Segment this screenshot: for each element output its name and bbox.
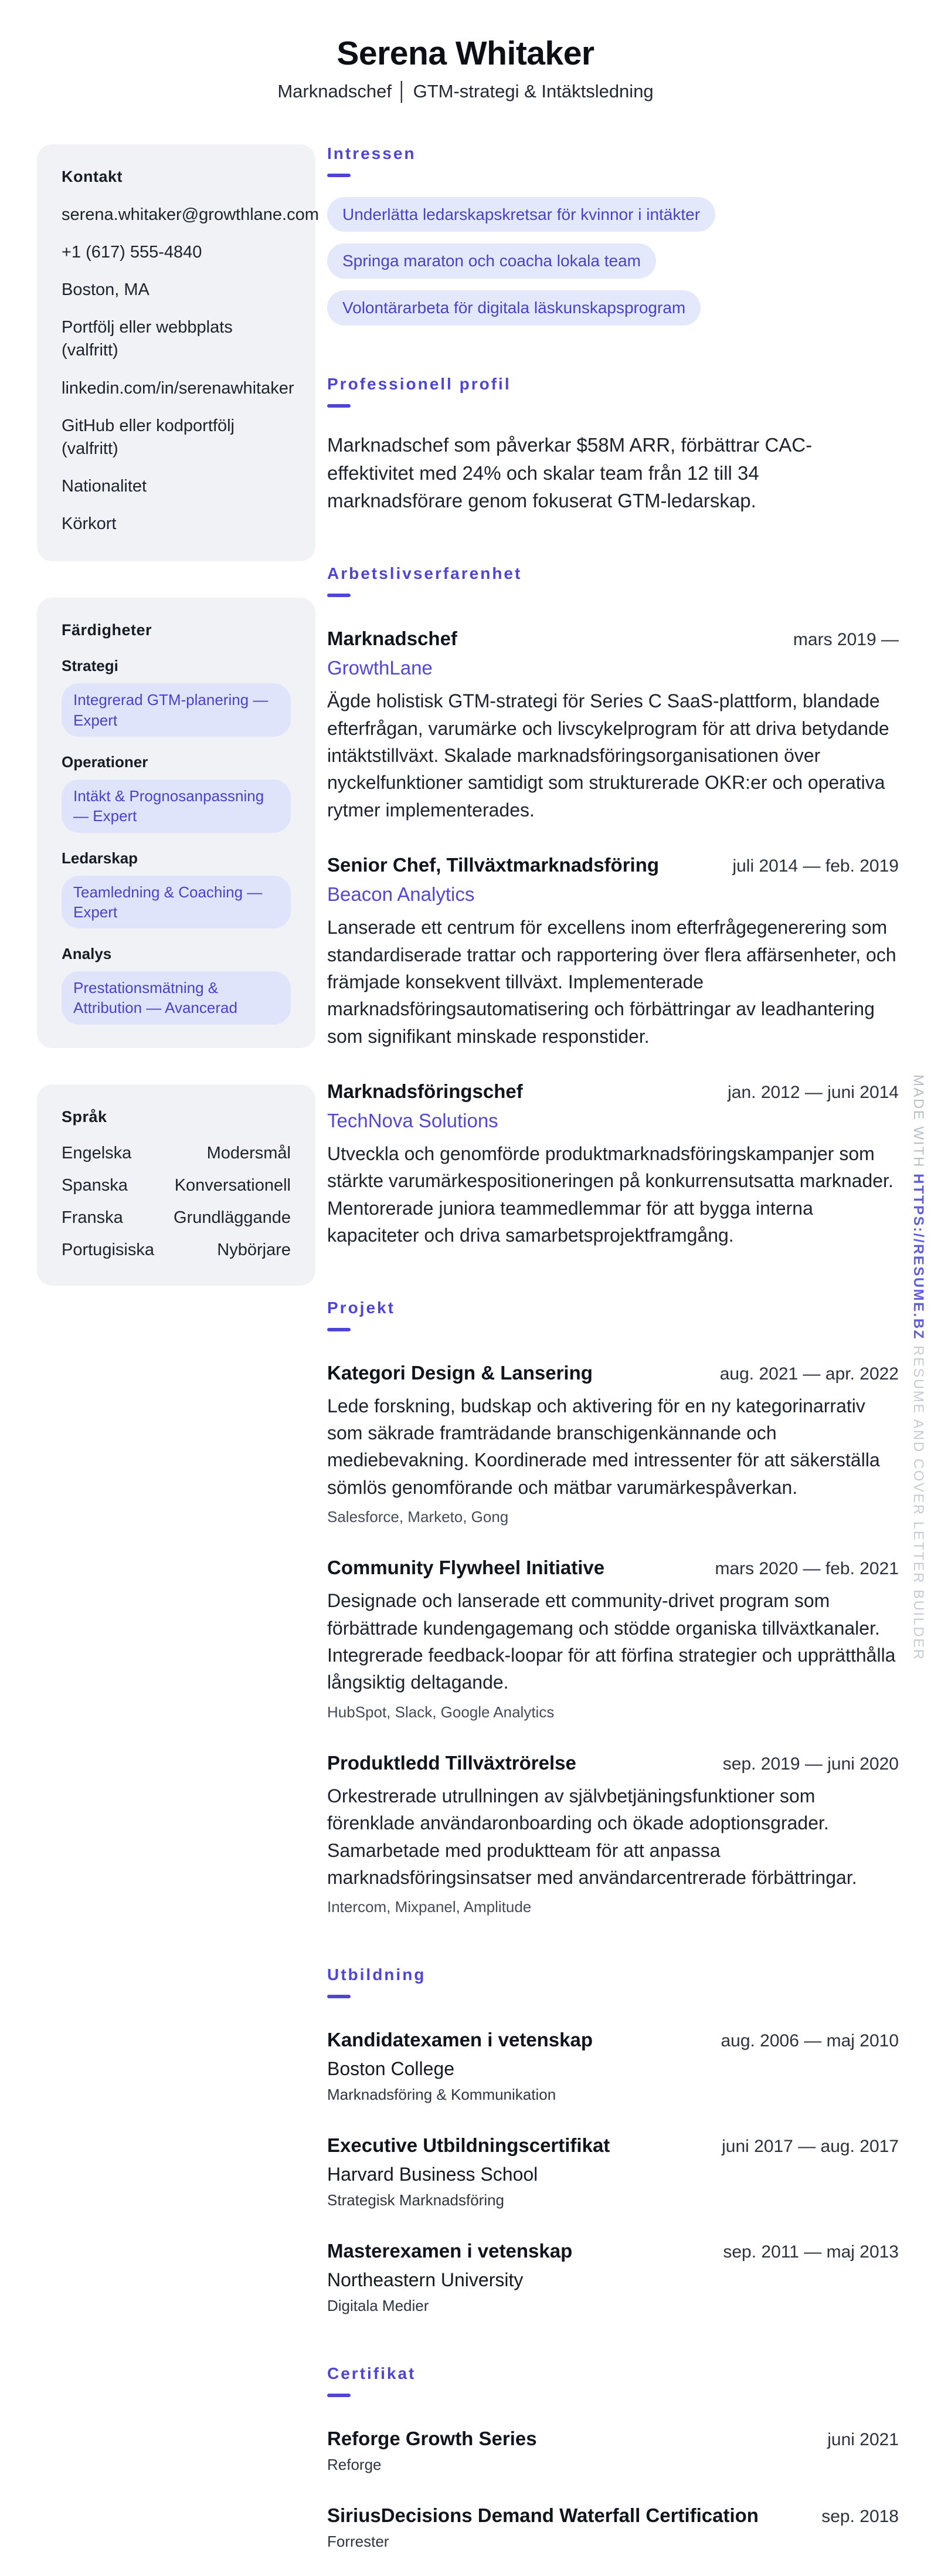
certificate-issuer: Reforge bbox=[327, 2456, 382, 2474]
watermark-resume-bz-link[interactable]: HTTPS://RESUME.BZ bbox=[910, 1174, 926, 1340]
project-entry-head bbox=[327, 1557, 899, 1579]
company-link[interactable]: GrowthLane bbox=[327, 657, 433, 679]
project-entry bbox=[327, 1362, 899, 1527]
job-date-range: juli 2014 — feb. 2019 bbox=[732, 856, 899, 876]
field-of-study: Marknadsföring & Kommunikation bbox=[327, 2086, 556, 2104]
project-title: Community Flywheel Initiative bbox=[327, 1557, 605, 1579]
education-entry-head bbox=[327, 2029, 899, 2051]
job-entry bbox=[327, 1080, 899, 1249]
certificate-entry-head bbox=[327, 2428, 899, 2450]
school-name: Boston College bbox=[327, 2058, 455, 2080]
job-title: Senior Chef, Tillväxtmarknadsföring bbox=[327, 854, 660, 876]
education-entry bbox=[327, 2029, 899, 2104]
section-projects bbox=[327, 1299, 899, 1917]
section-title-underline bbox=[327, 2394, 351, 2397]
interest-pill: Springa maraton och coacha lokala team bbox=[327, 243, 656, 279]
section-title-underline bbox=[327, 594, 351, 597]
contact-linkedin: linkedin.com/in/serenawhitaker bbox=[62, 378, 294, 398]
skill-pill: Prestationsmätning & Attribution — Avancerad bbox=[62, 971, 291, 1025]
language-row bbox=[62, 1176, 291, 1195]
job-entry-head bbox=[327, 854, 899, 876]
section-title-underline bbox=[327, 174, 351, 177]
languages-card bbox=[37, 1084, 315, 1286]
education-date-range: juni 2017 — aug. 2017 bbox=[722, 2137, 899, 2157]
skill-pill: Intäkt & Prognosanpassning — Expert bbox=[62, 779, 291, 833]
project-tools: HubSpot, Slack, Google Analytics bbox=[327, 1703, 555, 1721]
project-date-range: mars 2020 — feb. 2021 bbox=[715, 1559, 899, 1579]
skills-title: Färdigheter bbox=[62, 621, 152, 639]
contact-title: Kontakt bbox=[62, 167, 123, 185]
field-of-study: Digitala Medier bbox=[327, 2297, 429, 2315]
certificates-title: Certifikat bbox=[327, 2364, 416, 2383]
skill-group-label: Analys bbox=[62, 945, 112, 963]
project-entry bbox=[327, 1557, 899, 1721]
certificate-entry-head bbox=[327, 2504, 899, 2527]
skills-card bbox=[37, 598, 315, 1048]
section-certificates bbox=[327, 2364, 899, 2551]
certificate-name: Reforge Growth Series bbox=[327, 2428, 537, 2450]
job-title: Marknadsföringschef bbox=[327, 1080, 523, 1103]
field-of-study: Strategisk Marknadsföring bbox=[327, 2191, 505, 2209]
job-description: Utveckla och genomförde produktmarknadsföringskampanjer som stärkte varumärkespositioneringen på konkurrensutsatta marknader. Mentorerade juniora teammedlemmar för att bygga interna kapaciteter och driva samarbetsprojektframgång. bbox=[327, 1143, 893, 1246]
interest-pill: Volontärarbeta för digitala läskunskapsprogram bbox=[327, 290, 701, 326]
job-description: Ägde holistisk GTM-strategi för Series C SaaS-plattform, blandade efterfrågan, varumärke och livscykelprogram för att driva betydande intäktstillväxt. Skalade marknadsföringsorganisationen över nyckelfunktioner samtidigt som strukturerade OKR:er och operativa rytmer implementerades. bbox=[327, 690, 889, 821]
education-entry bbox=[327, 2240, 899, 2315]
education-title: Utbildning bbox=[327, 1965, 426, 1984]
interest-pill: Underlätta ledarskapskretsar för kvinnor i intäkter bbox=[327, 197, 715, 232]
project-title: Produktledd Tillväxtrörelse bbox=[327, 1751, 576, 1774]
certificate-date: juni 2021 bbox=[827, 2430, 899, 2450]
language-name: Engelska bbox=[62, 1143, 132, 1162]
project-date-range: sep. 2019 — juni 2020 bbox=[722, 1754, 899, 1774]
language-name: Portugisiska bbox=[62, 1240, 154, 1259]
contact-email: serena.whitaker@growthlane.com bbox=[62, 205, 319, 224]
language-level: Konversationell bbox=[174, 1175, 291, 1195]
degree-title: Executive Utbildningscertifikat bbox=[327, 2134, 610, 2157]
project-title: Kategori Design & Lansering bbox=[327, 1361, 593, 1384]
project-tools: Salesforce, Marketo, Gong bbox=[327, 1508, 509, 1526]
degree-title: Kandidatexamen i vetenskap bbox=[327, 2029, 593, 2051]
language-row bbox=[62, 1208, 291, 1228]
language-level: Modersmål bbox=[206, 1143, 291, 1162]
language-level: Grundläggande bbox=[174, 1208, 291, 1227]
section-title-underline bbox=[327, 1328, 351, 1331]
candidate-name: Serena Whitaker bbox=[337, 35, 594, 72]
interests-title: Intressen bbox=[327, 144, 416, 162]
certificate-date: sep. 2018 bbox=[821, 2507, 899, 2527]
language-name: Spanska bbox=[62, 1175, 128, 1195]
language-row bbox=[62, 1240, 291, 1260]
certificate-entry bbox=[327, 2428, 899, 2474]
degree-title: Masterexamen i vetenskap bbox=[327, 2240, 573, 2262]
education-date-range: sep. 2011 — maj 2013 bbox=[723, 2242, 899, 2262]
project-entry bbox=[327, 1752, 899, 1917]
education-entry-head bbox=[327, 2240, 899, 2262]
education-entry bbox=[327, 2134, 899, 2209]
projects-title: Projekt bbox=[327, 1298, 395, 1317]
profile-summary: Marknadschef som påverkar $58M ARR, förbättrar CAC-effektivitet med 24% och skalar team från 12 till 34 marknadsförare genom fokuserat GTM-ledarskap. bbox=[327, 433, 813, 512]
job-date-range: jan. 2012 — juni 2014 bbox=[728, 1083, 899, 1103]
language-name: Franska bbox=[62, 1208, 123, 1227]
section-title-underline bbox=[327, 404, 351, 408]
watermark bbox=[910, 1075, 926, 1661]
job-entry-head bbox=[327, 1080, 899, 1103]
experience-title: Arbetslivserfarenhet bbox=[327, 564, 522, 583]
certificate-issuer: Forrester bbox=[327, 2533, 389, 2551]
main-column bbox=[327, 144, 899, 2576]
two-column-layout bbox=[0, 144, 931, 2576]
education-date-range: aug. 2006 — maj 2010 bbox=[721, 2031, 899, 2051]
company-link[interactable]: TechNova Solutions bbox=[327, 1110, 498, 1132]
skill-pill: Teamledning & Coaching — Expert bbox=[62, 876, 291, 929]
contact-drivers-license: Körkort bbox=[62, 514, 117, 534]
section-profile bbox=[327, 375, 899, 516]
job-entry bbox=[327, 854, 899, 1050]
job-date-range: mars 2019 — bbox=[793, 630, 899, 650]
profile-title: Professionell profil bbox=[327, 374, 511, 393]
project-description: Orkestrerade utrullningen av självbetjäningsfunktioner som förenklade användaronboarding och ökade adoptionsgrader. Samarbetade med produktteam för att anpassa marknadsföringsinsatser med användarcentrerade förbättringar. bbox=[327, 1785, 857, 1888]
contact-portfolio: Portfölj eller webbplats (valfritt) bbox=[62, 318, 233, 360]
language-row bbox=[62, 1144, 291, 1163]
section-interests bbox=[327, 144, 899, 326]
contact-location: Boston, MA bbox=[62, 280, 149, 300]
certificate-entry bbox=[327, 2504, 899, 2551]
contact-github: GitHub eller kodportfölj (valfritt) bbox=[62, 416, 235, 458]
watermark-builder-text: RESUME AND COVER LETTER BUILDER bbox=[910, 1345, 926, 1661]
education-entry-head bbox=[327, 2134, 899, 2157]
project-date-range: aug. 2021 — apr. 2022 bbox=[719, 1364, 899, 1384]
certificate-name: SiriusDecisions Demand Waterfall Certification bbox=[327, 2504, 759, 2527]
languages-title: Språk bbox=[62, 1107, 107, 1126]
job-entry bbox=[327, 628, 899, 823]
watermark-made-with: MADE WITH bbox=[910, 1075, 926, 1168]
skill-group-label: Operationer bbox=[62, 753, 148, 771]
section-education bbox=[327, 1965, 899, 2315]
language-level: Nybörjare bbox=[217, 1240, 291, 1259]
job-title: Marknadschef bbox=[327, 628, 457, 650]
page-header bbox=[0, 0, 931, 102]
school-name: Harvard Business School bbox=[327, 2164, 538, 2185]
project-description: Lede forskning, budskap och aktivering för en ny kategorinarrativ som säkrade framträdande branschigenkännande och mediebevakning. Koordinerade med intressenter för att säkerställa sömlös genomförande och mätbar varumärkespåverkan. bbox=[327, 1395, 880, 1498]
skill-pill: Integrerad GTM-planering — Expert bbox=[62, 683, 291, 737]
interest-pill-list bbox=[327, 197, 899, 326]
project-description: Designade och lanserade ett community-drivet program som förbättrade kundengagemang och stödde organiska tillväxtkanaler. Integrerade feedback-loopar för att förfina strategier och upprätthålla långsiktig deltagande. bbox=[327, 1590, 896, 1693]
job-entry-head bbox=[327, 628, 899, 650]
section-title-underline bbox=[327, 1995, 351, 1998]
job-description: Lanserade ett centrum för excellens inom efterfrågegenerering som standardiserade trattar och rapportering över flera affärsenheter, och främjade konsekvent tillväxt. Implementerade marknadsföringsautomatisering och förbättringar av leadhantering som signifikant minskade responstider. bbox=[327, 917, 896, 1047]
candidate-headline: Marknadschef │ GTM-strategi & Intäktsledning bbox=[277, 80, 654, 101]
sidebar bbox=[37, 144, 319, 1322]
skill-group-label: Strategi bbox=[62, 657, 118, 675]
skill-group-label: Ledarskap bbox=[62, 849, 138, 867]
school-name: Northeastern University bbox=[327, 2269, 524, 2291]
project-tools: Intercom, Mixpanel, Amplitude bbox=[327, 1898, 532, 1916]
project-entry-head bbox=[327, 1362, 899, 1384]
contact-nationality: Nationalitet bbox=[62, 477, 147, 496]
contact-card bbox=[37, 144, 319, 561]
company-link[interactable]: Beacon Analytics bbox=[327, 883, 475, 906]
project-entry-head bbox=[327, 1752, 899, 1774]
section-experience bbox=[327, 564, 899, 1249]
contact-phone: +1 (617) 555-4840 bbox=[62, 243, 202, 262]
